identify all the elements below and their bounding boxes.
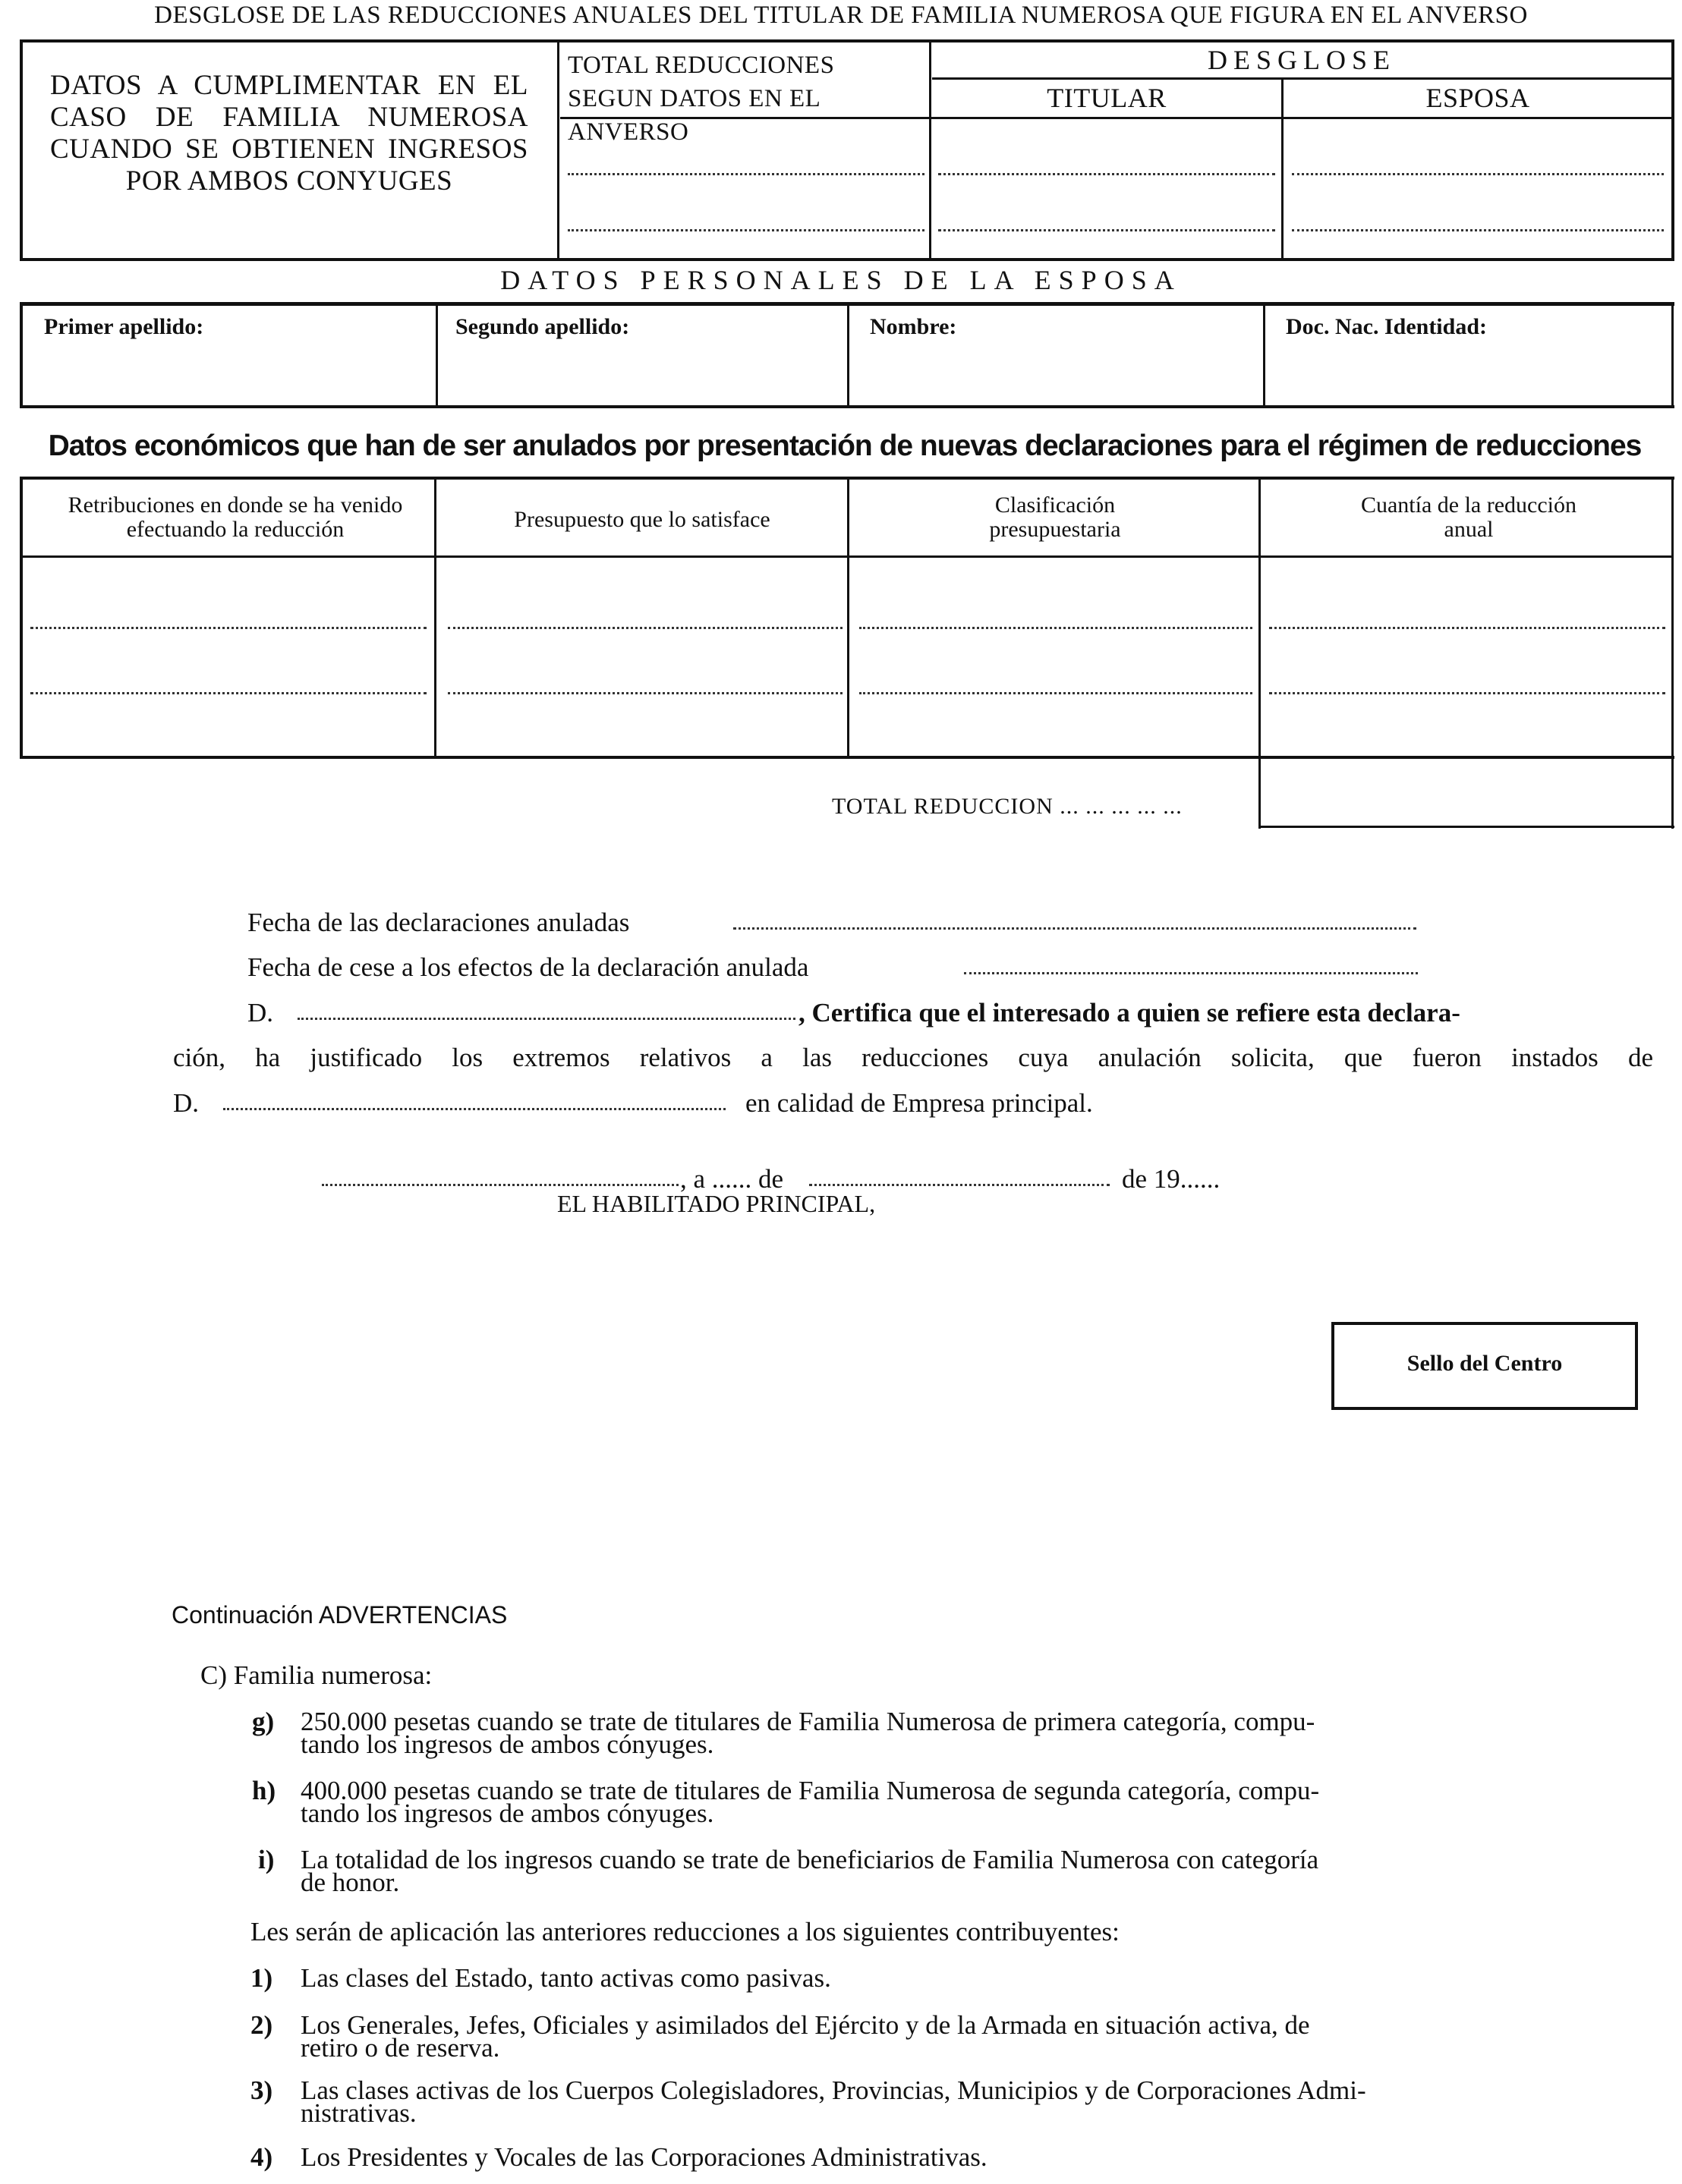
d-name-blank-2 <box>223 1108 726 1110</box>
d-prefix-2: D. <box>173 1088 200 1118</box>
item-h-marker: h) <box>252 1776 276 1805</box>
d-name-blank-1 <box>298 1018 795 1020</box>
fecha-declaraciones-label: Fecha de las declaraciones anuladas <box>247 908 630 937</box>
habilitado-signature: EL HABILITADO PRINCIPAL, <box>557 1190 876 1217</box>
breakdown-left-text: DATOS A CUMPLIMENTAR EN EL CASO DE FAMILIA NUMEROSA CUANDO SE OBTIENEN INGRESOS POR AMBOS CONYUGES <box>50 70 528 197</box>
certifica-text: , Certifica que el interesado a quien se refiere esta declara- <box>798 998 1460 1027</box>
titular-header: TITULAR <box>1047 83 1167 113</box>
contrib-2-marker: 2) <box>250 2010 273 2040</box>
item-h-line1: 400.000 pesetas cuando se trate de titulares de Familia Numerosa de segunda categoría, compu- <box>301 1776 1320 1805</box>
item-h-line2: tando los ingresos de ambos cónyuges. <box>301 1798 714 1828</box>
contrib-1 <box>250 1963 1647 1993</box>
contrib-3-marker: 3) <box>250 2075 273 2105</box>
field-primer-apellido: Primer apellido: <box>44 314 204 339</box>
cert-continuation: ción, ha justificado los extremos relativos a las reducciones cuya anulación solicita, que fueron instados de <box>173 1043 1653 1072</box>
col-cuantia: Cuantía de la reducción anual <box>1360 493 1577 542</box>
item-g-line2: tando los ingresos de ambos cónyuges. <box>301 1729 714 1759</box>
item-g-marker: g) <box>252 1707 275 1736</box>
contrib-2-line1: Los Generales, Jefes, Oficiales y asimilados del Ejército y de la Armada en situación activa, de <box>301 2010 1310 2040</box>
economic-section-title: Datos económicos que han de ser anulados por presentación de nuevas declaraciones para el régimen de reducciones <box>48 430 1642 462</box>
apply-text: Les serán de aplicación las anteriores reducciones a los siguientes contribuyentes: <box>250 1917 1120 1946</box>
empresa-text: en calidad de Empresa principal. <box>745 1088 1093 1118</box>
fecha-declaraciones-blank <box>733 927 1416 930</box>
field-segundo-apellido: Segundo apellido: <box>455 314 630 339</box>
col-clasificacion: Clasificación presupuestaria <box>989 493 1121 542</box>
item-h <box>252 1776 1649 1828</box>
month-blank <box>809 1184 1110 1186</box>
total-reduccion-label: TOTAL REDUCCION ... ... ... ... ... <box>832 794 1183 819</box>
fecha-cese-label: Fecha de cese a los efectos de la declaración anulada <box>247 952 809 982</box>
date-de19: de 19...... <box>1122 1164 1221 1194</box>
contrib-1-marker: 1) <box>250 1963 273 1993</box>
col-retribuciones: Retribuciones en donde se ha venido efectuando la reducción <box>68 493 403 542</box>
place-blank <box>322 1184 679 1186</box>
contrib-3-line1: Las clases activas de los Cuerpos Colegisladores, Provincias, Municipios y de Corporaciones Admi- <box>301 2075 1366 2105</box>
contrib-3 <box>250 2075 1647 2128</box>
contrib-2 <box>250 2010 1647 2063</box>
contrib-2-line2: retiro o de reserva. <box>301 2033 500 2063</box>
sello-label: Sello del Centro <box>1406 1351 1563 1376</box>
top-heading: DESGLOSE DE LAS REDUCCIONES ANUALES DEL TITULAR DE FAMILIA NUMEROSA QUE FIGURA EN EL ANVERSO <box>154 2 1528 29</box>
contrib-4-line1: Los Presidentes y Vocales de las Corporaciones Administrativas. <box>301 2142 987 2172</box>
field-dni: Doc. Nac. Identidad: <box>1286 314 1488 339</box>
contrib-1-line1: Las clases del Estado, tanto activas como pasivas. <box>301 1963 831 1993</box>
esposa-header: ESPOSA <box>1425 83 1530 113</box>
contrib-3-line2: nistrativas. <box>301 2098 417 2128</box>
item-i <box>252 1845 1649 1897</box>
fecha-cese-blank <box>964 972 1418 974</box>
field-nombre: Nombre: <box>870 314 957 339</box>
total-reducciones-header: TOTAL REDUCCIONES SEGUN DATOS EN EL ANVERSO <box>568 52 835 146</box>
item-g <box>252 1707 1649 1759</box>
cert-line-fecha-declaraciones <box>247 908 1462 938</box>
cert-line-fecha-cese <box>247 952 808 983</box>
d-prefix-1: D. <box>247 998 274 1027</box>
desglose-header: DESGLOSE <box>1207 45 1396 75</box>
date-a: , a ...... de <box>680 1164 784 1194</box>
spouse-section-title: DATOS PERSONALES DE LA ESPOSA <box>500 265 1182 295</box>
item-g-line1: 250.000 pesetas cuando se trate de titulares de Familia Numerosa de primera categoría, compu- <box>301 1707 1315 1736</box>
item-i-marker: i) <box>258 1845 275 1874</box>
item-i-line1: La totalidad de los ingresos cuando se trate de beneficiarios de Familia Numerosa con categoría <box>301 1845 1319 1874</box>
section-c: C) Familia numerosa: <box>200 1660 433 1690</box>
advertencias-title: Continuación ADVERTENCIAS <box>172 1601 508 1629</box>
item-i-line2: de honor. <box>301 1868 400 1897</box>
col-presupuesto: Presupuesto que lo satisface <box>514 507 770 532</box>
contrib-4-marker: 4) <box>250 2142 273 2172</box>
contrib-4 <box>250 2142 1647 2172</box>
